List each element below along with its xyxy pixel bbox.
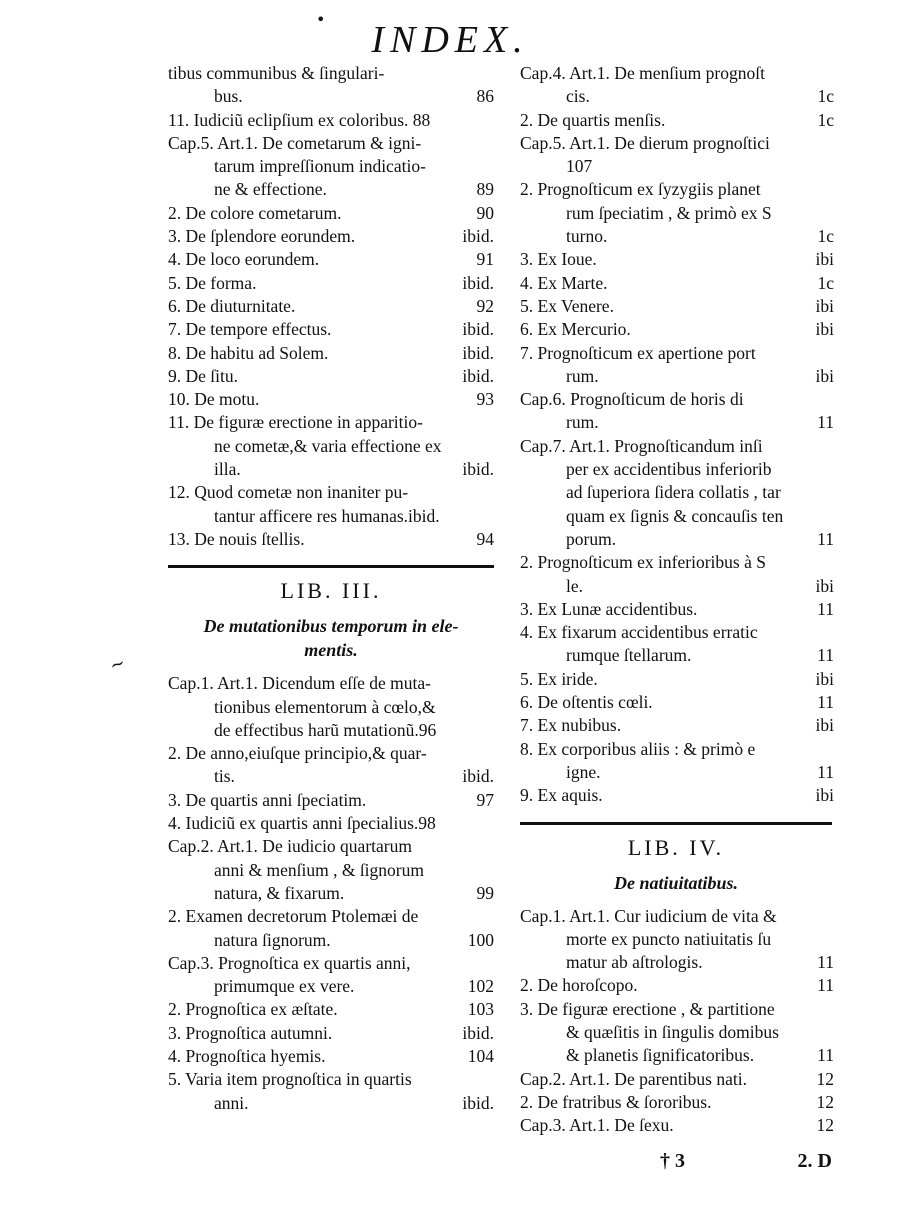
entry-line xyxy=(168,458,494,481)
entry-line-text: rumque ſtellarum. xyxy=(566,645,692,666)
index-entry xyxy=(168,1045,494,1068)
page-number: ibid. xyxy=(462,342,494,363)
entry-line: 2. Prognoſticum ex inferioribus à S xyxy=(520,552,766,573)
page-number: ibi xyxy=(815,249,834,270)
page-number: ibid. xyxy=(462,365,494,386)
entry-line: 5. Varia item prognoſtica in quartis xyxy=(168,1069,412,1090)
ink-dot: • xyxy=(316,10,326,29)
index-entry xyxy=(520,248,832,271)
index-entry xyxy=(168,952,494,999)
index-entry xyxy=(168,528,494,551)
page-number: 100 xyxy=(467,929,494,950)
entry-line: Cap.5. Art.1. De dierum prognoſtici xyxy=(520,132,770,153)
lib-subtitle xyxy=(168,614,494,662)
entry-line: 12. Quod cometæ non inaniter pu- xyxy=(168,482,409,503)
page-number: ibi xyxy=(815,575,834,596)
lib-subtitle-line-2: mentis. xyxy=(304,640,358,661)
entry-line: morte ex puncto natiuitatis ſu xyxy=(566,928,772,949)
entry-line xyxy=(520,598,832,621)
index-entry xyxy=(168,342,494,365)
entry-line xyxy=(520,318,832,341)
entry-line xyxy=(520,1114,832,1137)
entry-line xyxy=(168,295,494,318)
page-number: 1c xyxy=(817,226,834,247)
page-number: 11 xyxy=(817,528,834,549)
index-entry xyxy=(168,202,494,225)
page-number: 94 xyxy=(476,528,494,549)
entry-line-text: 4. Prognoſtica hyemis. xyxy=(168,1045,326,1066)
page-number: ibi xyxy=(815,785,834,806)
entry-line: per ex accidentibus inferiorib xyxy=(566,459,772,480)
entry-line-text: 3. De ſplendore eorundem. xyxy=(168,226,356,247)
entry-line-text: anni. xyxy=(214,1092,249,1113)
entry-line: 2. Prognoſticum ex ſyzygiis planet xyxy=(520,179,761,200)
index-entry xyxy=(520,598,832,621)
entry-line-text: turno. xyxy=(566,226,608,247)
catchword: 2. D xyxy=(797,1150,832,1172)
entry-line: 2. De anno,eiuſque principio,& quar- xyxy=(168,743,427,764)
lib-heading: LIB. III. xyxy=(280,578,382,604)
page-title: INDEX. xyxy=(371,19,529,61)
index-entry xyxy=(168,481,494,528)
index-entry xyxy=(168,318,494,341)
index-entry xyxy=(520,1068,832,1091)
entry-line xyxy=(520,85,832,108)
index-entry xyxy=(520,1114,832,1137)
entry-line: 2. Examen decretorum Ptolemæi de xyxy=(168,906,419,927)
page-number: 97 xyxy=(476,789,494,810)
index-entry xyxy=(520,714,832,737)
page-number: 91 xyxy=(476,249,494,270)
entry-line: ne cometæ,& varia effectione ex xyxy=(214,435,442,456)
index-entry xyxy=(168,365,494,388)
entry-line-text: Cap.2. Art.1. De parentibus nati. xyxy=(520,1068,747,1089)
index-entry xyxy=(520,1091,832,1114)
entry-line-text: 6. Ex Mercurio. xyxy=(520,319,631,340)
index-entry xyxy=(168,132,494,202)
entry-line xyxy=(520,668,832,691)
entry-line-text: 2. De fratribus & ſororibus. xyxy=(520,1091,712,1112)
entry-line xyxy=(520,974,832,997)
entry-line: Cap.1. Art.1. Cur iudicium de vita & xyxy=(520,905,777,926)
entry-line: tibus communibus & ſingulari- xyxy=(168,63,385,83)
entry-line xyxy=(168,272,494,295)
entry-line xyxy=(168,765,494,788)
page-number: 11 xyxy=(817,1045,834,1066)
entry-line-text: 7. De tempore effectus. xyxy=(168,319,332,340)
page-number: ibid. xyxy=(462,1022,494,1043)
page-number: ibi xyxy=(815,668,834,689)
entry-line xyxy=(520,951,832,974)
entry-line xyxy=(520,575,832,598)
entry-line: & quæſitis in ſingulis domibus xyxy=(566,1021,779,1042)
page-number: 92 xyxy=(476,295,494,316)
entry-line xyxy=(168,342,494,365)
entry-line: tionibus elementorum à cœlo,& xyxy=(214,696,436,717)
index-entry xyxy=(520,784,832,807)
entry-line xyxy=(168,225,494,248)
page-number: 11 xyxy=(817,598,834,619)
entry-line: Cap.3. Prognoſtica ex quartis anni, xyxy=(168,952,411,973)
page-number: ibid. xyxy=(462,766,494,787)
entry-line xyxy=(520,784,832,807)
index-entry xyxy=(520,905,832,975)
page-number: 1c xyxy=(817,86,834,107)
entry-line: Cap.2. Art.1. De iudicio quartarum xyxy=(168,836,412,857)
page-number: ibi xyxy=(815,715,834,736)
left-top-entries xyxy=(168,62,494,551)
page-number: 11 xyxy=(817,412,834,433)
entry-line: ad ſuperiora ſidera collatis , tar xyxy=(566,482,781,503)
index-entry xyxy=(168,998,494,1021)
entry-line xyxy=(520,691,832,714)
entry-line-text: 6. De diuturnitate. xyxy=(168,295,296,316)
entry-line xyxy=(168,929,494,952)
entry-line-text: 2. De colore cometarum. xyxy=(168,202,342,223)
section-divider xyxy=(520,822,832,825)
index-entry xyxy=(520,998,832,1068)
entry-line xyxy=(168,85,494,108)
entry-line: 4. Ex fixarum accidentibus erratic xyxy=(520,622,758,643)
entry-line xyxy=(168,388,494,411)
entry-line: 8. Ex corporibus aliis : & primò e xyxy=(520,738,756,759)
entry-line: Cap.5. Art.1. De cometarum & igni- xyxy=(168,132,422,153)
page-number: ibid. xyxy=(462,226,494,247)
entry-line xyxy=(168,975,494,998)
page-number: 99 xyxy=(476,882,494,903)
entry-line-text: tis. xyxy=(214,766,235,787)
index-entry xyxy=(520,691,832,714)
entry-line-text: 9. De ſitu. xyxy=(168,365,238,386)
entry-line xyxy=(168,789,494,812)
entry-line xyxy=(168,202,494,225)
entry-line xyxy=(520,365,832,388)
entry-line-text: matur ab aſtrologis. xyxy=(566,952,703,973)
index-entry xyxy=(168,905,494,952)
page-number: 12 xyxy=(816,1091,834,1112)
entry-line xyxy=(168,318,494,341)
entry-line: tantur afficere res humanas.ibid. xyxy=(214,505,440,526)
index-entry xyxy=(168,411,494,481)
entry-line-text: 9. Ex aquis. xyxy=(520,785,603,806)
index-entry xyxy=(520,974,832,997)
index-entry xyxy=(520,551,832,598)
entry-line-text: illa. xyxy=(214,459,241,480)
entry-line-text: ne & effectione. xyxy=(214,179,327,200)
entry-line: quam ex ſignis & concauſis ten xyxy=(566,505,784,526)
entry-line: 107 xyxy=(566,156,593,177)
entry-line xyxy=(520,714,832,737)
entry-line xyxy=(520,528,832,551)
entry-line xyxy=(168,248,494,271)
index-entry xyxy=(520,621,832,668)
index-entry xyxy=(520,272,832,295)
entry-line-text: natura ſignorum. xyxy=(214,929,331,950)
index-entry xyxy=(168,742,494,789)
page-number: 90 xyxy=(476,202,494,223)
index-entry xyxy=(168,1022,494,1045)
entry-line: anni & menſium , & ſignorum xyxy=(214,859,424,880)
entry-line xyxy=(168,1022,494,1045)
entry-line: de effectibus harũ mutationũ.96 xyxy=(214,719,437,740)
index-entry xyxy=(168,812,494,835)
index-entry xyxy=(168,295,494,318)
entry-line-text: 13. De nouis ſtellis. xyxy=(168,528,305,549)
right-column xyxy=(520,62,832,1137)
entry-line xyxy=(520,1068,832,1091)
page-number: 1c xyxy=(817,272,834,293)
index-entry xyxy=(520,435,832,551)
entry-line: rum ſpeciatim , & primò ex S xyxy=(566,202,772,223)
signature-mark: † 3 xyxy=(660,1150,685,1172)
entry-line-text: natura, & fixarum. xyxy=(214,882,345,903)
index-entry xyxy=(168,248,494,271)
entry-line-text: 3. Prognoſtica autumni. xyxy=(168,1022,333,1043)
entry-line-text: cis. xyxy=(566,86,590,107)
entry-line-text: 7. Ex nubibus. xyxy=(520,715,622,736)
lib-subtitle-line-1: De mutationibus temporum in ele- xyxy=(203,616,459,637)
page-number: ibid. xyxy=(462,1092,494,1113)
entry-line xyxy=(520,225,832,248)
entry-line: 11. Iudiciũ eclipſium ex coloribus. 88 xyxy=(168,109,431,130)
right-top-entries xyxy=(520,62,832,808)
entry-line xyxy=(520,1091,832,1114)
index-entry xyxy=(520,388,832,435)
index-entry xyxy=(520,738,832,785)
entry-line: Cap.6. Prognoſticum de horis di xyxy=(520,389,744,410)
page-number: 11 xyxy=(817,645,834,666)
entry-line xyxy=(168,528,494,551)
left-bottom-entries xyxy=(168,672,494,1115)
entry-line-text: 5. Ex Venere. xyxy=(520,295,614,316)
page-number: 102 xyxy=(467,976,494,997)
index-entry xyxy=(168,789,494,812)
page-number: ibi xyxy=(815,319,834,340)
index-entry xyxy=(520,132,832,179)
page-number: 1c xyxy=(817,109,834,130)
lib-heading: LIB. IV. xyxy=(627,834,725,860)
right-bottom-entries xyxy=(520,905,832,1138)
section-divider xyxy=(168,565,494,568)
page-number: 11 xyxy=(817,975,834,996)
entry-line-text: 2. De horoſcopo. xyxy=(520,975,638,996)
entry-line xyxy=(520,109,832,132)
entry-line: 7. Prognoſticum ex apertione port xyxy=(520,342,756,363)
entry-line-text: 5. De forma. xyxy=(168,272,257,293)
page-number: 89 xyxy=(476,179,494,200)
index-entry xyxy=(168,672,494,742)
entry-line xyxy=(168,1045,494,1068)
page-number: ibi xyxy=(815,365,834,386)
entry-line xyxy=(520,248,832,271)
entry-line-text: primumque ex vere. xyxy=(214,976,355,997)
index-entry xyxy=(168,835,494,905)
entry-line: 11. De figuræ erectione in apparitio- xyxy=(168,412,423,433)
index-entry xyxy=(520,318,832,341)
index-entry xyxy=(520,295,832,318)
entry-line-text: 2. De quartis menſis. xyxy=(520,109,666,130)
entry-line xyxy=(168,998,494,1021)
entry-line xyxy=(168,365,494,388)
entry-line-text: le. xyxy=(566,575,584,596)
entry-line-text: 6. De oſtentis cœli. xyxy=(520,692,653,713)
index-entry xyxy=(168,272,494,295)
index-entry xyxy=(520,342,832,389)
entry-line-text: rum. xyxy=(566,365,599,386)
entry-line xyxy=(520,761,832,784)
entry-line: 3. De figuræ erectione , & partitione xyxy=(520,998,775,1019)
entry-line-text: igne. xyxy=(566,761,601,782)
page-number: ibi xyxy=(815,295,834,316)
entry-line xyxy=(520,644,832,667)
page-number: 103 xyxy=(467,999,494,1020)
entry-line-text: 4. De loco eorundem. xyxy=(168,249,320,270)
index-entry xyxy=(168,109,494,132)
entry-line xyxy=(520,1044,832,1067)
entry-line-text: bus. xyxy=(214,86,243,107)
index-entry xyxy=(520,178,832,248)
index-entry xyxy=(168,225,494,248)
entry-line-text: 5. Ex iride. xyxy=(520,668,598,689)
page-number: 11 xyxy=(817,692,834,713)
index-entry xyxy=(168,1068,494,1115)
index-entry xyxy=(520,109,832,132)
entry-line xyxy=(520,295,832,318)
entry-line xyxy=(520,272,832,295)
entry-line: tarum impreſſionum indicatio- xyxy=(214,156,426,177)
entry-line-text: & planetis ſignificatoribus. xyxy=(566,1045,755,1066)
page-number: 93 xyxy=(476,389,494,410)
entry-line: Cap.1. Art.1. Dicendum eſſe de muta- xyxy=(168,673,431,694)
entry-line-text: 3. Ex Lunæ accidentibus. xyxy=(520,598,698,619)
margin-mark: ~ xyxy=(106,652,129,677)
page-number: 12 xyxy=(816,1068,834,1089)
entry-line-text: 10. De motu. xyxy=(168,389,260,410)
page-number: 12 xyxy=(816,1115,834,1136)
entry-line: 4. Iudiciũ ex quartis anni ſpecialius.98 xyxy=(168,813,436,834)
page-number: ibid. xyxy=(462,272,494,293)
page-number: 104 xyxy=(467,1045,494,1066)
entry-line: Cap.7. Art.1. Prognoſticandum inſi xyxy=(520,435,763,456)
page-number: 11 xyxy=(817,761,834,782)
page-number: 11 xyxy=(817,952,834,973)
entry-line xyxy=(168,178,494,201)
entry-line-text: 2. Prognoſtica ex æſtate. xyxy=(168,999,338,1020)
left-column xyxy=(168,62,494,1115)
entry-line-text: 4. Ex Marte. xyxy=(520,272,608,293)
index-entry xyxy=(168,388,494,411)
entry-line-text: Cap.3. Art.1. De ſexu. xyxy=(520,1115,674,1136)
index-entry xyxy=(520,668,832,691)
index-entry xyxy=(168,62,494,109)
entry-line-text: 3. De quartis anni ſpeciatim. xyxy=(168,789,367,810)
entry-line: Cap.4. Art.1. De menſium prognoſt xyxy=(520,63,765,83)
entry-line-text: porum. xyxy=(566,528,617,549)
entry-line xyxy=(168,1092,494,1115)
entry-line-text: 8. De habitu ad Solem. xyxy=(168,342,329,363)
entry-line xyxy=(168,882,494,905)
entry-line-text: 3. Ex Ioue. xyxy=(520,249,597,270)
page-number: ibid. xyxy=(462,319,494,340)
page-number: 86 xyxy=(476,86,494,107)
page-number: ibid. xyxy=(462,459,494,480)
index-entry xyxy=(520,62,832,109)
entry-line xyxy=(520,411,832,434)
entry-line-text: rum. xyxy=(566,412,599,433)
lib-subtitle: De natiuitatibus. xyxy=(613,872,739,893)
